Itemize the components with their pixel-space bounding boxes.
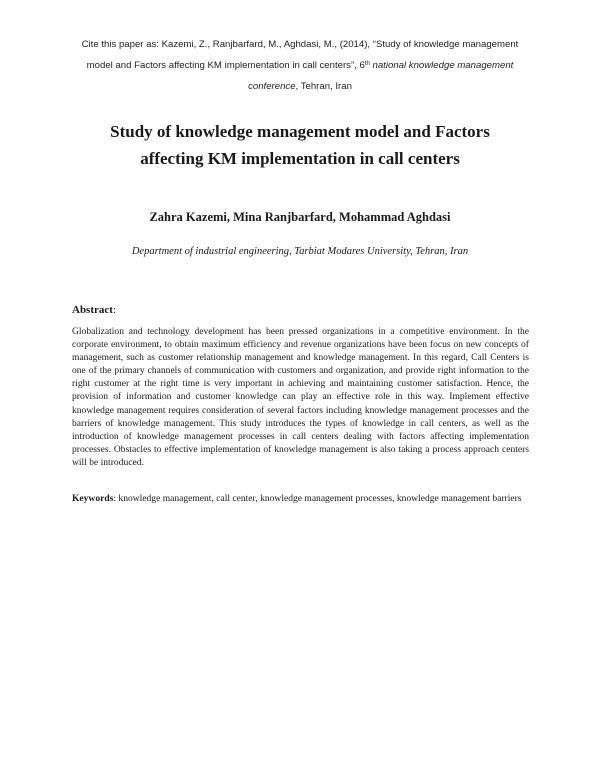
keywords-section	[72, 492, 529, 505]
paper-title	[60, 118, 540, 172]
abstract-heading-colon: :	[112, 304, 116, 316]
keywords-label: Keywords	[72, 493, 114, 504]
paper-title-line-2: affecting KM implementation in call centers	[140, 149, 460, 168]
author-list: Zahra Kazemi, Mina Ranjbarfard, Mohammad Aghdasi	[149, 210, 451, 224]
keywords-text: : knowledge management, call center, knowledge management processes, knowledge management barriers	[113, 493, 522, 504]
citation-location: , Tehran, Iran	[295, 81, 352, 92]
citation-note	[60, 34, 540, 97]
citation-line-2-text: model and Factors affecting KM implementation in call centers”, 6	[86, 60, 365, 71]
citation-line-2	[60, 55, 540, 76]
author-affiliation: Department of industrial engineering, Tarbiat Modares University, Tehran, Iran	[131, 246, 469, 257]
citation-conference-word: conference	[248, 81, 296, 92]
citation-ordinal-suffix: th	[364, 61, 370, 67]
citation-line-3	[60, 76, 540, 97]
abstract-heading-label: Abstract	[72, 304, 113, 316]
citation-line-1: Cite this paper as: Kazemi, Z., Ranjbarfard, M., Aghdasi, M., (2014), “Study of knowledge management	[81, 39, 519, 50]
abstract-heading	[72, 304, 116, 316]
citation-conference-name: national knowledge management	[369, 60, 514, 71]
abstract-text: Globalization and technology development has been pressed organizations in a competitive environment. In the corporate environment, to obtain maximum efficiency and revenue organizations have been focus on new concepts of management, such as customer relationship management and knowledge management. In this regard, Call Centers is one of the primary channels of communication with customers and organization, and provide right information to the right customer at the right time is very important in achieving and maintaining customer satisfaction. Hence, the provision of information and customer knowledge can play an effective role in this way. Implement effective knowledge management requires consideration of several factors including knowledge management processes and the barriers of knowledge management. This study introduces the types of knowledge in call centers, as well as the introduction of knowledge management processes in call centers dealing with factors affecting implementation processes. Obstacles to effective implementation of knowledge management is also taking a process approach centers will be introduced.	[72, 326, 529, 468]
paper-title-line-1: Study of knowledge management model and Factors	[110, 122, 490, 141]
